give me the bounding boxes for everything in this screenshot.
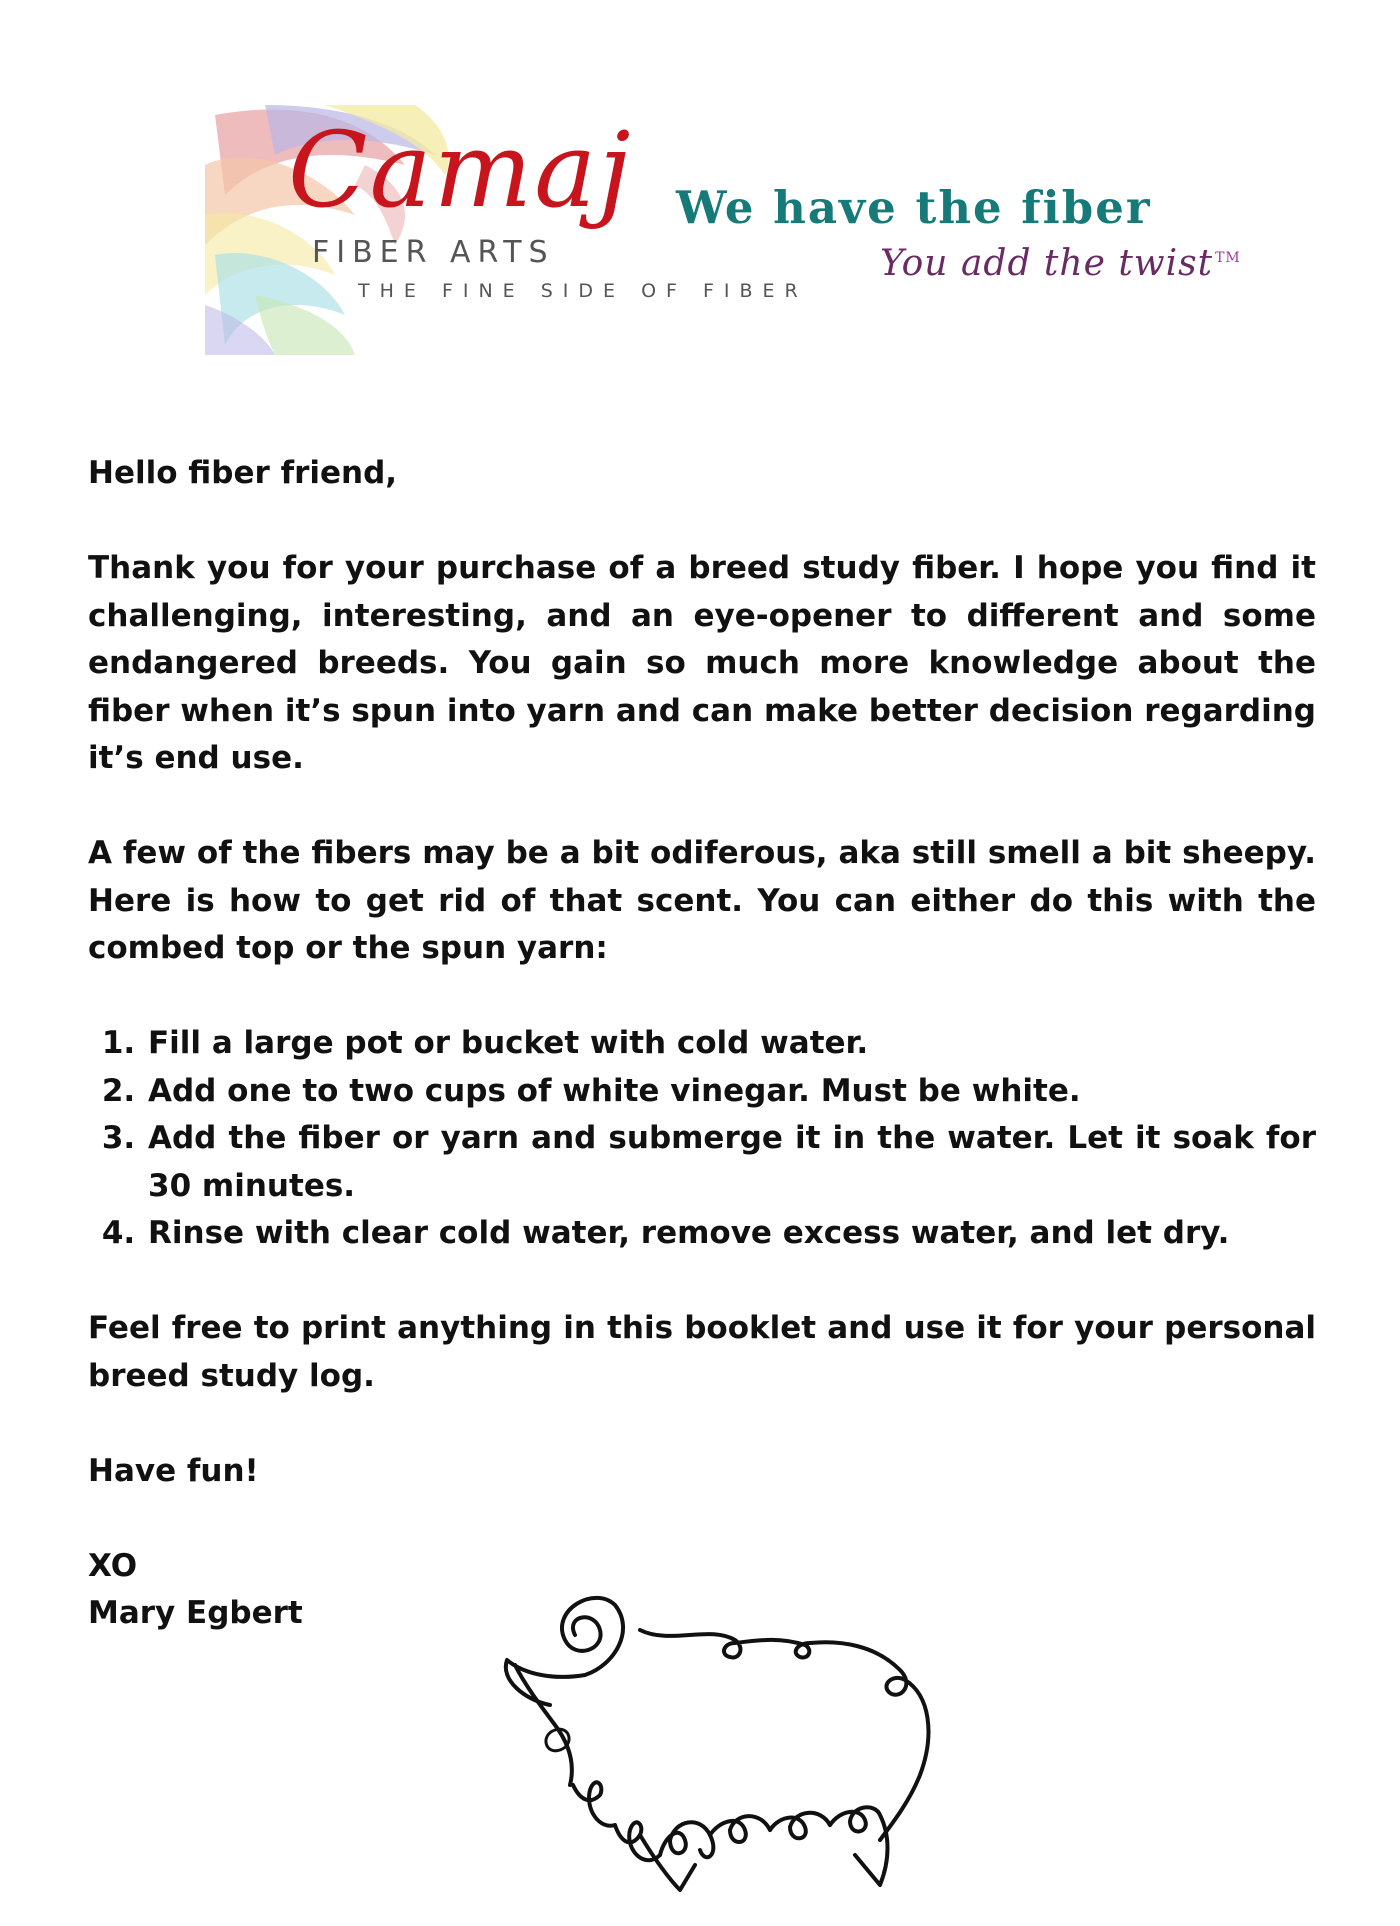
- paragraph-thank-you: Thank you for your purchase of a breed study fiber. I hope you find it challenging, interesting, and an eye-opener to different and some endangered breeds. You gain so much more knowledge about the fiber when it’s spun into yarn and can make better decision regarding it’s end use.: [88, 550, 1316, 776]
- brand-name: Camaj: [288, 109, 633, 231]
- tagline-script-text: You add the twist: [880, 243, 1214, 284]
- sheep-doodle-icon: [495, 1585, 965, 1895]
- greeting: Hello fiber friend,: [88, 455, 398, 491]
- tagline: We have the fiber: [676, 181, 1152, 234]
- brand-motto: THE FINE SIDE OF FIBER: [358, 280, 808, 302]
- list-item: 2. Add one to two cups of white vinegar. Must be white.: [146, 1068, 1316, 1116]
- trademark-mark: TM: [1215, 250, 1241, 266]
- paragraph-scent: A few of the fibers may be a bit odiferous, aka still smell a bit sheepy. Here is how to get rid of that scent. You can either do this with the combed top or the spun yarn:: [88, 835, 1316, 966]
- list-item: 3. Add the fiber or yarn and submerge it in the water. Let it soak for 30 minutes.: [146, 1115, 1316, 1210]
- list-item: 1. Fill a large pot or bucket with cold water.: [146, 1020, 1316, 1068]
- closing: Have fun!: [88, 1452, 259, 1489]
- list-item: 4. Rinse with clear cold water, remove excess water, and let dry.: [146, 1210, 1316, 1258]
- steps-list: [88, 1020, 1316, 1258]
- author-name: Mary Egbert: [88, 1595, 303, 1631]
- letter-body: [88, 450, 1316, 1638]
- brand-subtitle: FIBER ARTS: [312, 235, 555, 270]
- sign-off: XO: [88, 1547, 138, 1584]
- letterhead: [0, 0, 1400, 400]
- tagline-script: [880, 243, 1241, 284]
- paragraph-print: Feel free to print anything in this booklet and use it for your personal breed study log.: [88, 1310, 1316, 1394]
